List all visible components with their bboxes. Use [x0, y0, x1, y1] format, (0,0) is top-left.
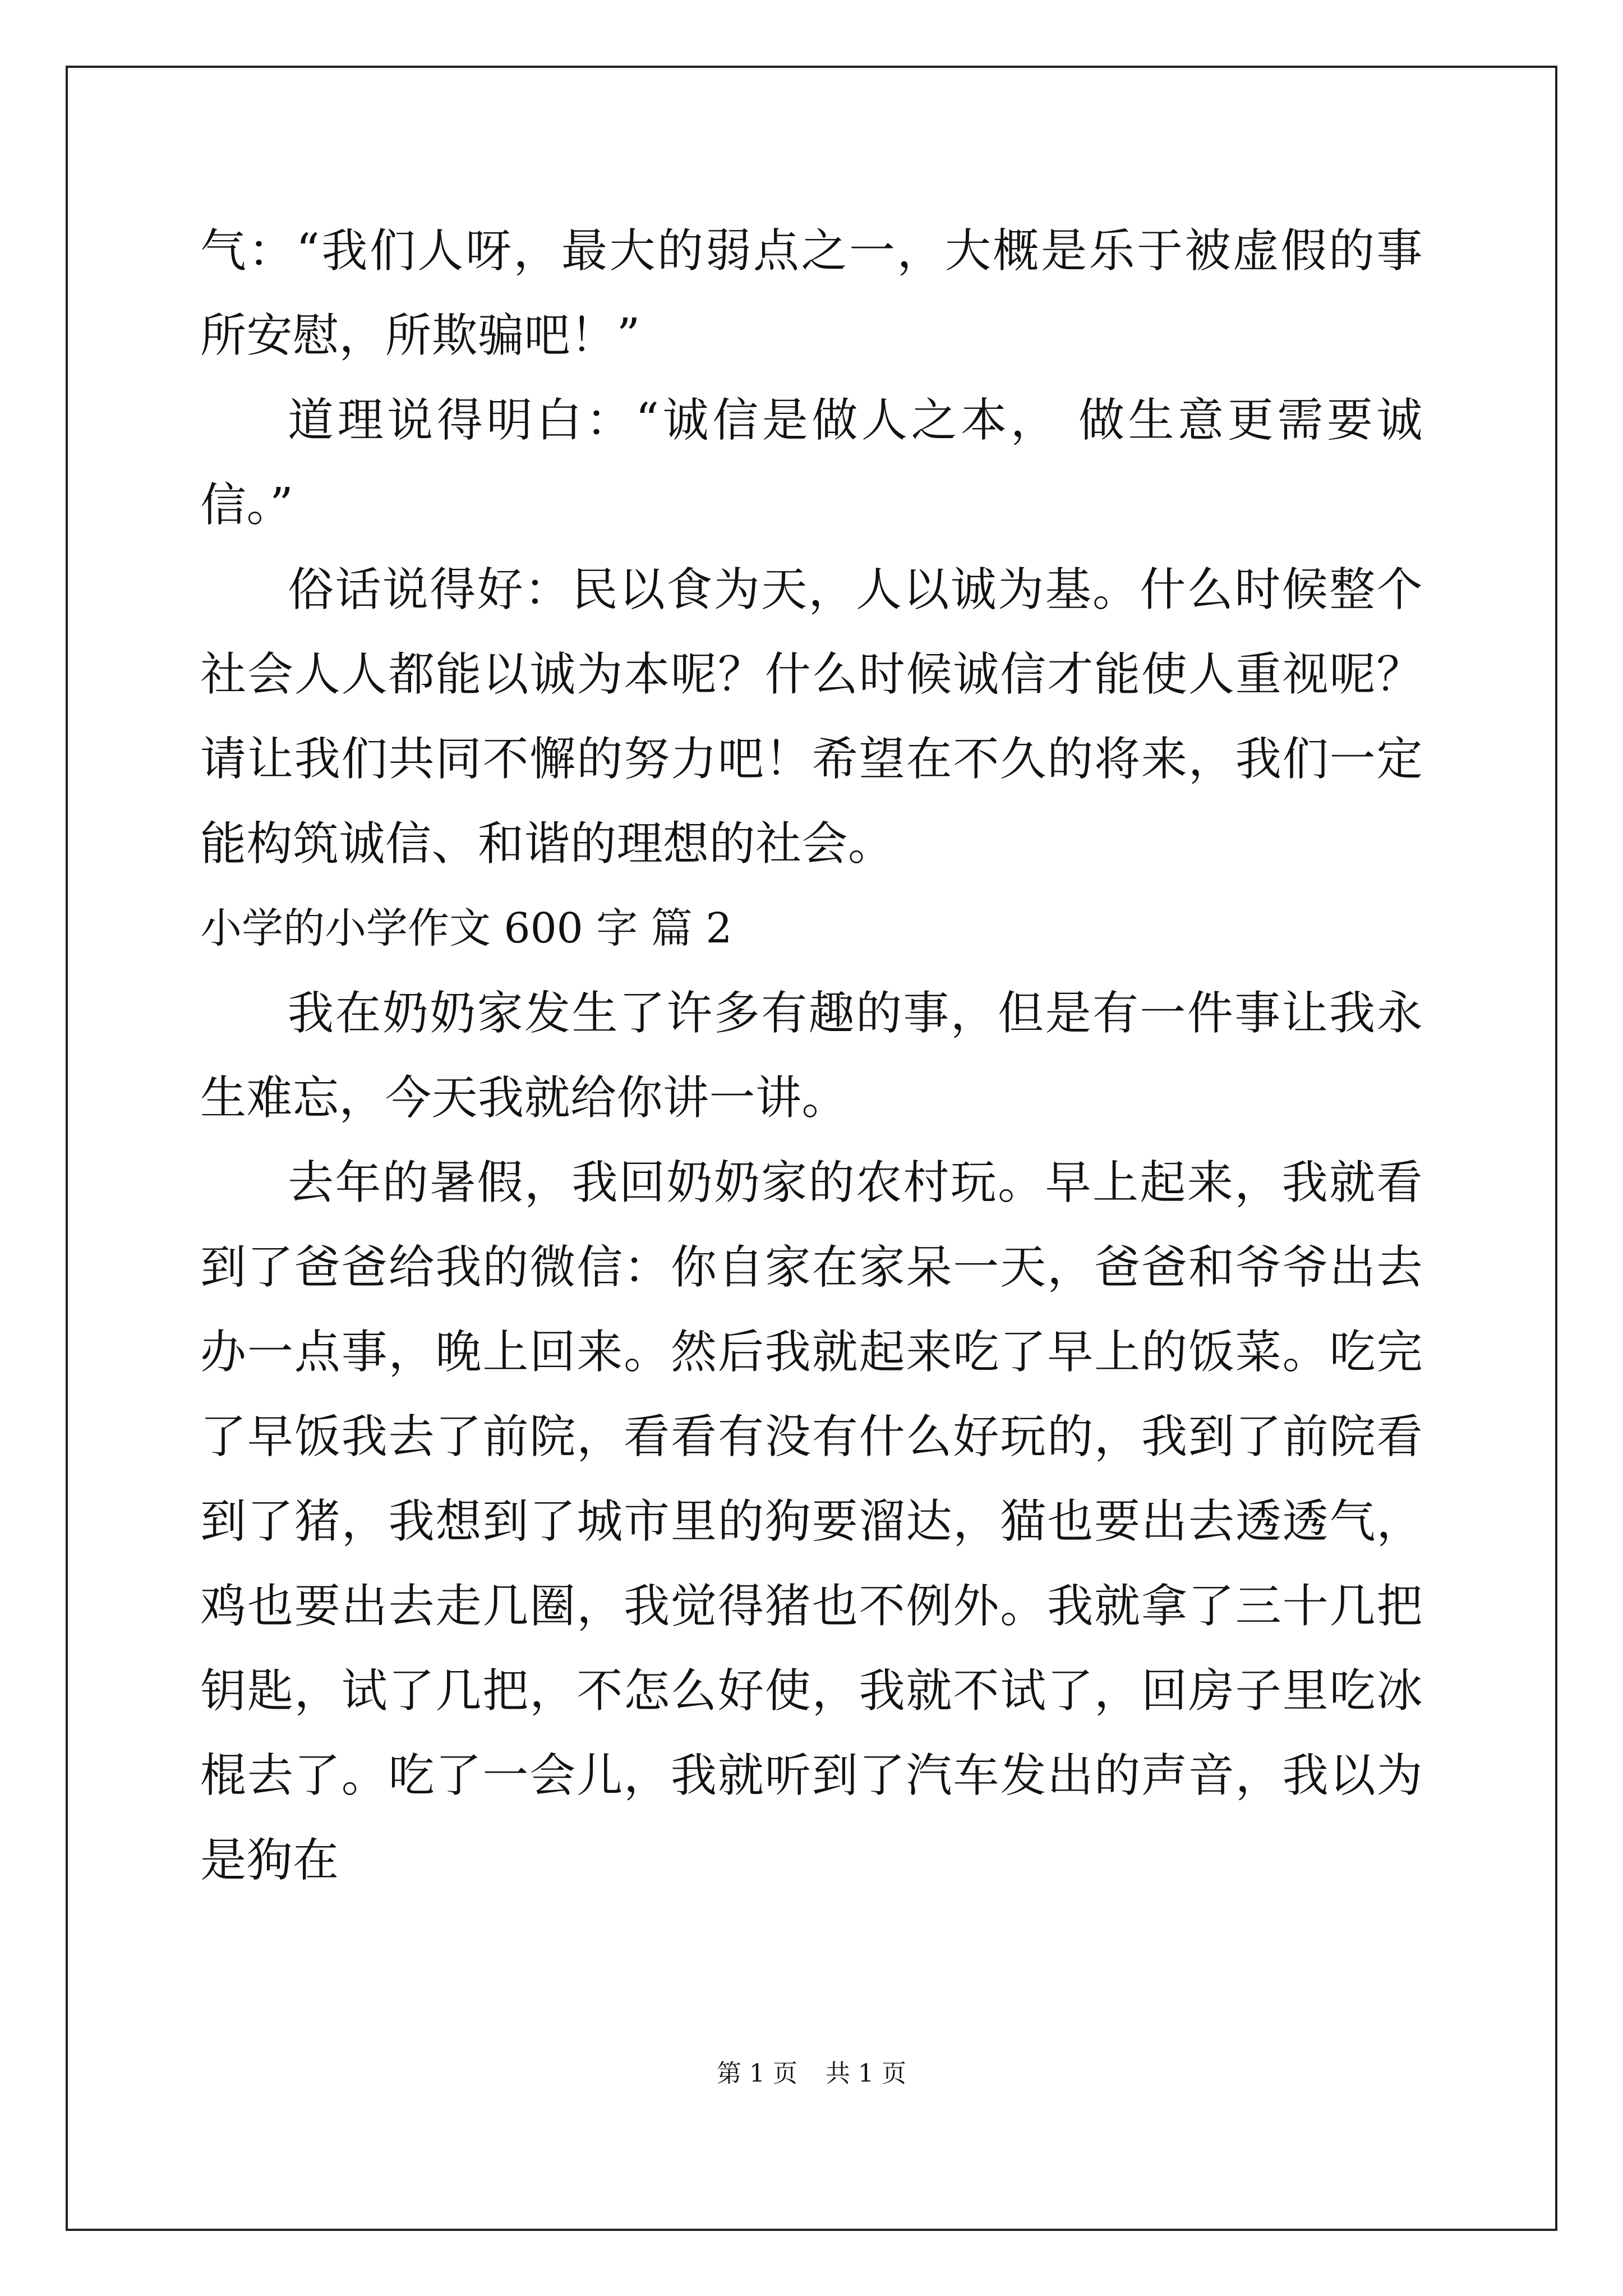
section-title: 小学的小学作文 600 字 篇 2 [200, 904, 732, 953]
page-total: 共 1 页 [826, 2059, 906, 2088]
paragraph-quote-weakness: 气：“我们人呀，最大的弱点之一，大概是乐于被虚假的事所安慰，所欺骗吧！” [200, 224, 1423, 362]
paragraph-summer-story: 去年的暑假，我回奶奶家的农村玩。早上起来，我就看到了爸爸给我的微信：你自家在家呆一天，爸爸和爷爷出去办一点事，晚上回来。然后我就起来吃了早上的饭菜。吃完了早饭我去了前院，看看有没有什么好玩的，我到了前院看到了猪，我想到了城市里的狗要溜达，猫也要出去透透气，鸡也要出去走几圈，我觉得猪也不例外。我就拿了三十几把钥匙，试了几把，不怎么好使，我就不试了，回房子里吃冰棍去了。吃了一会儿，我就听到了汽车发出的声音，我以为是狗在 [200, 1156, 1423, 1887]
paragraph-integrity-principle: 道理说得明白：“诚信是做人之本， 做生意更需要诚信。” [200, 394, 1423, 532]
page-number: 第 1 页 [717, 2059, 797, 2088]
paragraph-proverb: 俗话说得好：民以食为天，人以诚为基。什么时候整个社会人人都能以诚为本呢？什么时候诚信才能使人重视呢？请让我们共同不懈的努力吧！希望在不久的将来，我们一定能构筑诚信、和谐的理想的社会。 [200, 563, 1423, 871]
page-footer [0, 2053, 1623, 2089]
paragraph-grandma-intro: 我在奶奶家发生了许多有趣的事，但是有一件事让我永生难忘，今天我就给你讲一讲。 [200, 987, 1423, 1125]
document-body [200, 209, 1423, 1903]
